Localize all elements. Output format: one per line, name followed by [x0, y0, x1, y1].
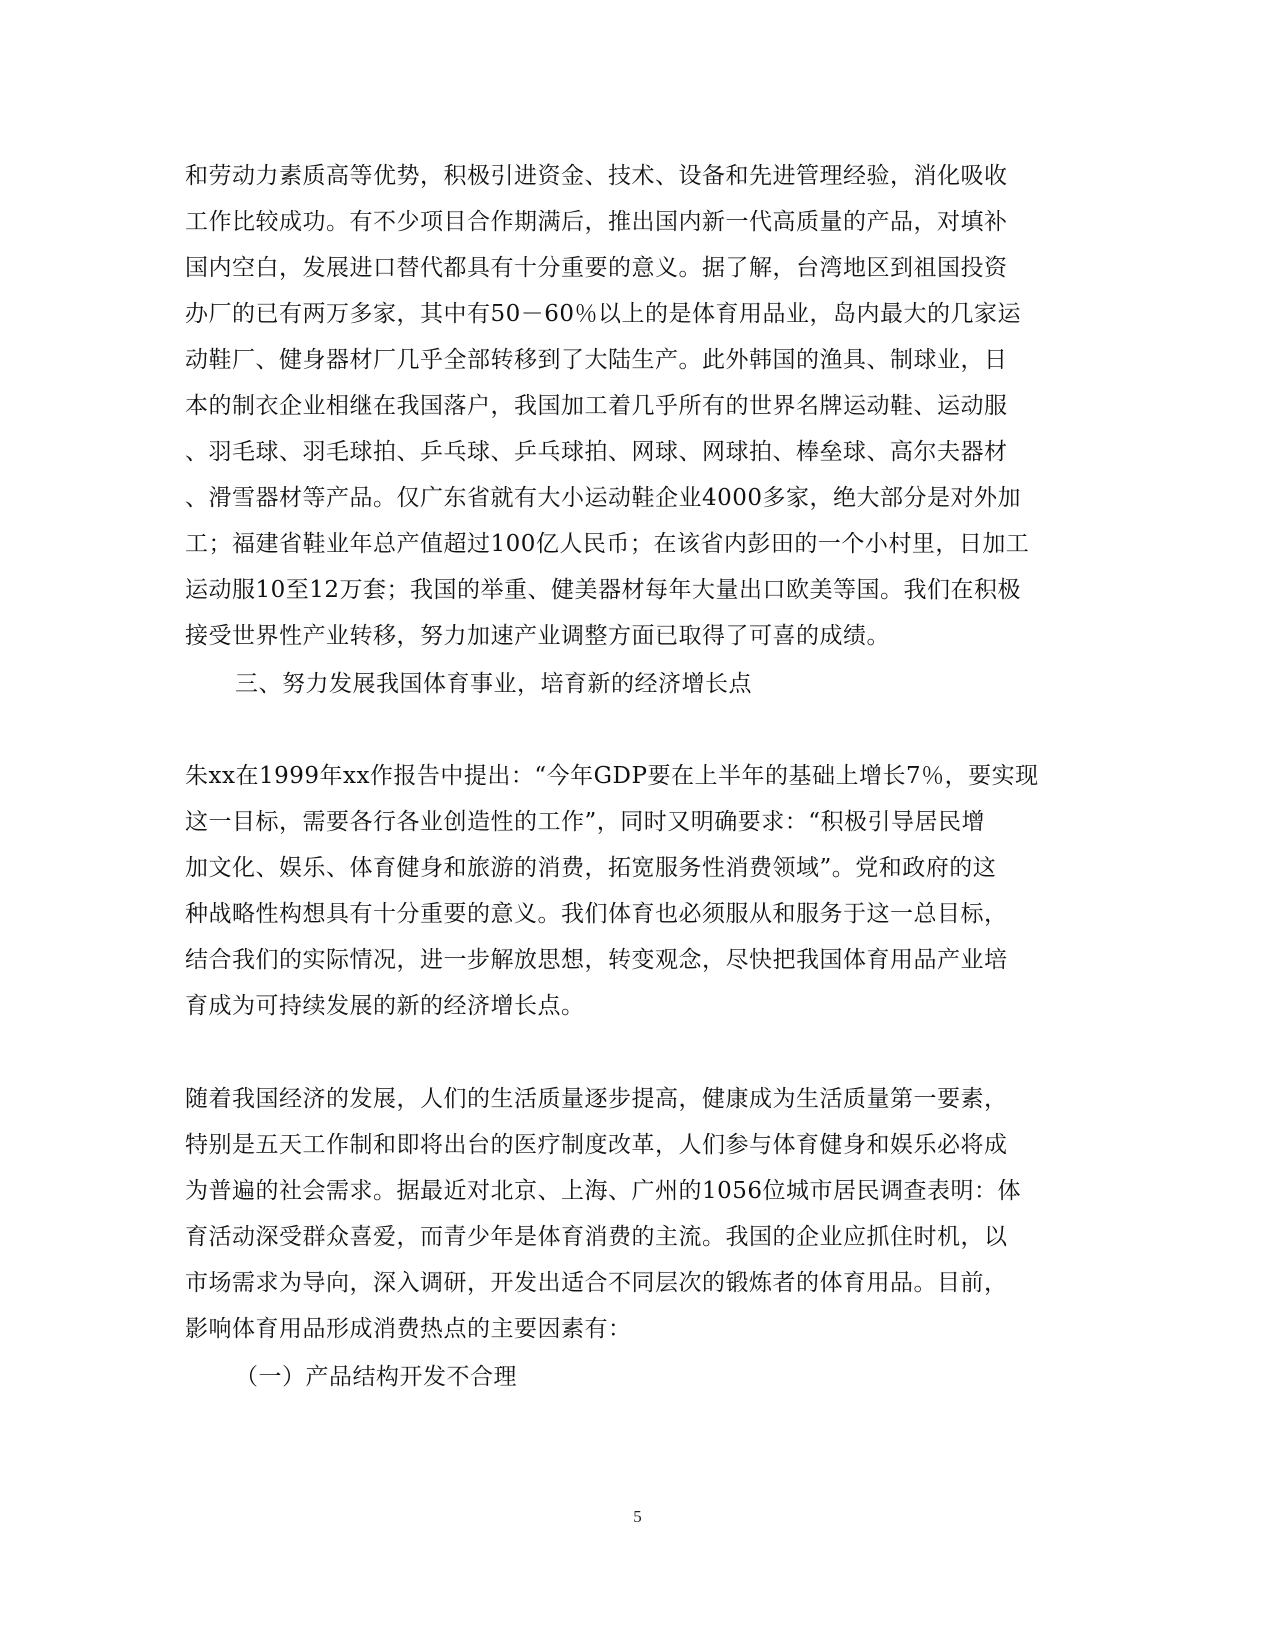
body-text-line: 结合我们的实际情况，进一步解放思想，转变观念，尽快把我国体育用品产业培 [185, 947, 1008, 973]
body-text-line: 运动服10至12万套；我国的举重、健美器材每年大量出口欧美等国。我们在积极 [185, 577, 1022, 603]
body-text-line: 、羽毛球、羽毛球拍、乒乓球、乒乓球拍、网球、网球拍、棒垒球、高尔夫器材 [185, 439, 1008, 465]
body-text-line: 市场需求为导向，深入调研，开发出适合不同层次的锻炼者的体育用品。目前， [185, 1270, 1008, 1296]
body-text-line: 工；福建省鞋业年总产值超过100亿人民币；在该省内彭田的一个小村里，日加工 [185, 531, 1030, 557]
body-text-line: 种战略性构想具有十分重要的意义。我们体育也必须服从和服务于这一总目标， [185, 901, 1008, 927]
body-text-line: 加文化、娱乐、体育健身和旅游的消费，拓宽服务性消费领域”。党和政府的这 [185, 855, 997, 881]
section-heading: 三、努力发展我国体育事业，培育新的经济增长点 [235, 671, 752, 697]
body-text-line: 工作比较成功。有不少项目合作期满后，推出国内新一代高质量的产品，对填补 [185, 209, 1008, 235]
subsection-heading: （一）产品结构开发不合理 [235, 1364, 517, 1390]
body-text-line: 、滑雪器材等产品。仅广东省就有大小运动鞋企业4000多家，绝大部分是对外加 [185, 485, 1022, 511]
body-text-line: 特别是五天工作制和即将出台的医疗制度改革，人们参与体育健身和娱乐必将成 [185, 1132, 1008, 1158]
page-number: 5 [633, 1507, 642, 1526]
body-text-line: 这一目标，需要各行各业创造性的工作”，同时又明确要求：“积极引导居民增 [185, 809, 986, 835]
body-text-line: 办厂的已有两万多家，其中有50－60％以上的是体育用品业，岛内最大的几家运 [185, 301, 1022, 327]
body-text-line: 为普遍的社会需求。据最近对北京、上海、广州的1056位城市居民调查表明：体 [185, 1178, 1022, 1204]
body-text-line: 国内空白，发展进口替代都具有十分重要的意义。据了解，台湾地区到祖国投资 [185, 255, 1008, 281]
body-text-line: 朱xx在1999年xx作报告中提出：“今年GDP要在上半年的基础上增长7％，要实现 [185, 763, 1039, 789]
body-text-line: 育活动深受群众喜爱，而青少年是体育消费的主流。我国的企业应抓住时机，以 [185, 1224, 1008, 1250]
body-text-line: 动鞋厂、健身器材厂几乎全部转移到了大陆生产。此外韩国的渔具、制球业，日 [185, 347, 1008, 373]
body-text-line: 随着我国经济的发展，人们的生活质量逐步提高，健康成为生活质量第一要素， [185, 1086, 1008, 1112]
body-text-line: 育成为可持续发展的新的经济增长点。 [185, 993, 585, 1019]
body-text-line: 接受世界性产业转移，努力加速产业调整方面已取得了可喜的成绩。 [185, 623, 890, 649]
body-text-line: 和劳动力素质高等优势，积极引进资金、技术、设备和先进管理经验，消化吸收 [185, 163, 1008, 189]
body-text-line: 影响体育用品形成消费热点的主要因素有： [185, 1316, 632, 1342]
body-text-line: 本的制衣企业相继在我国落户，我国加工着几乎所有的世界名牌运动鞋、运动服 [185, 393, 1008, 419]
